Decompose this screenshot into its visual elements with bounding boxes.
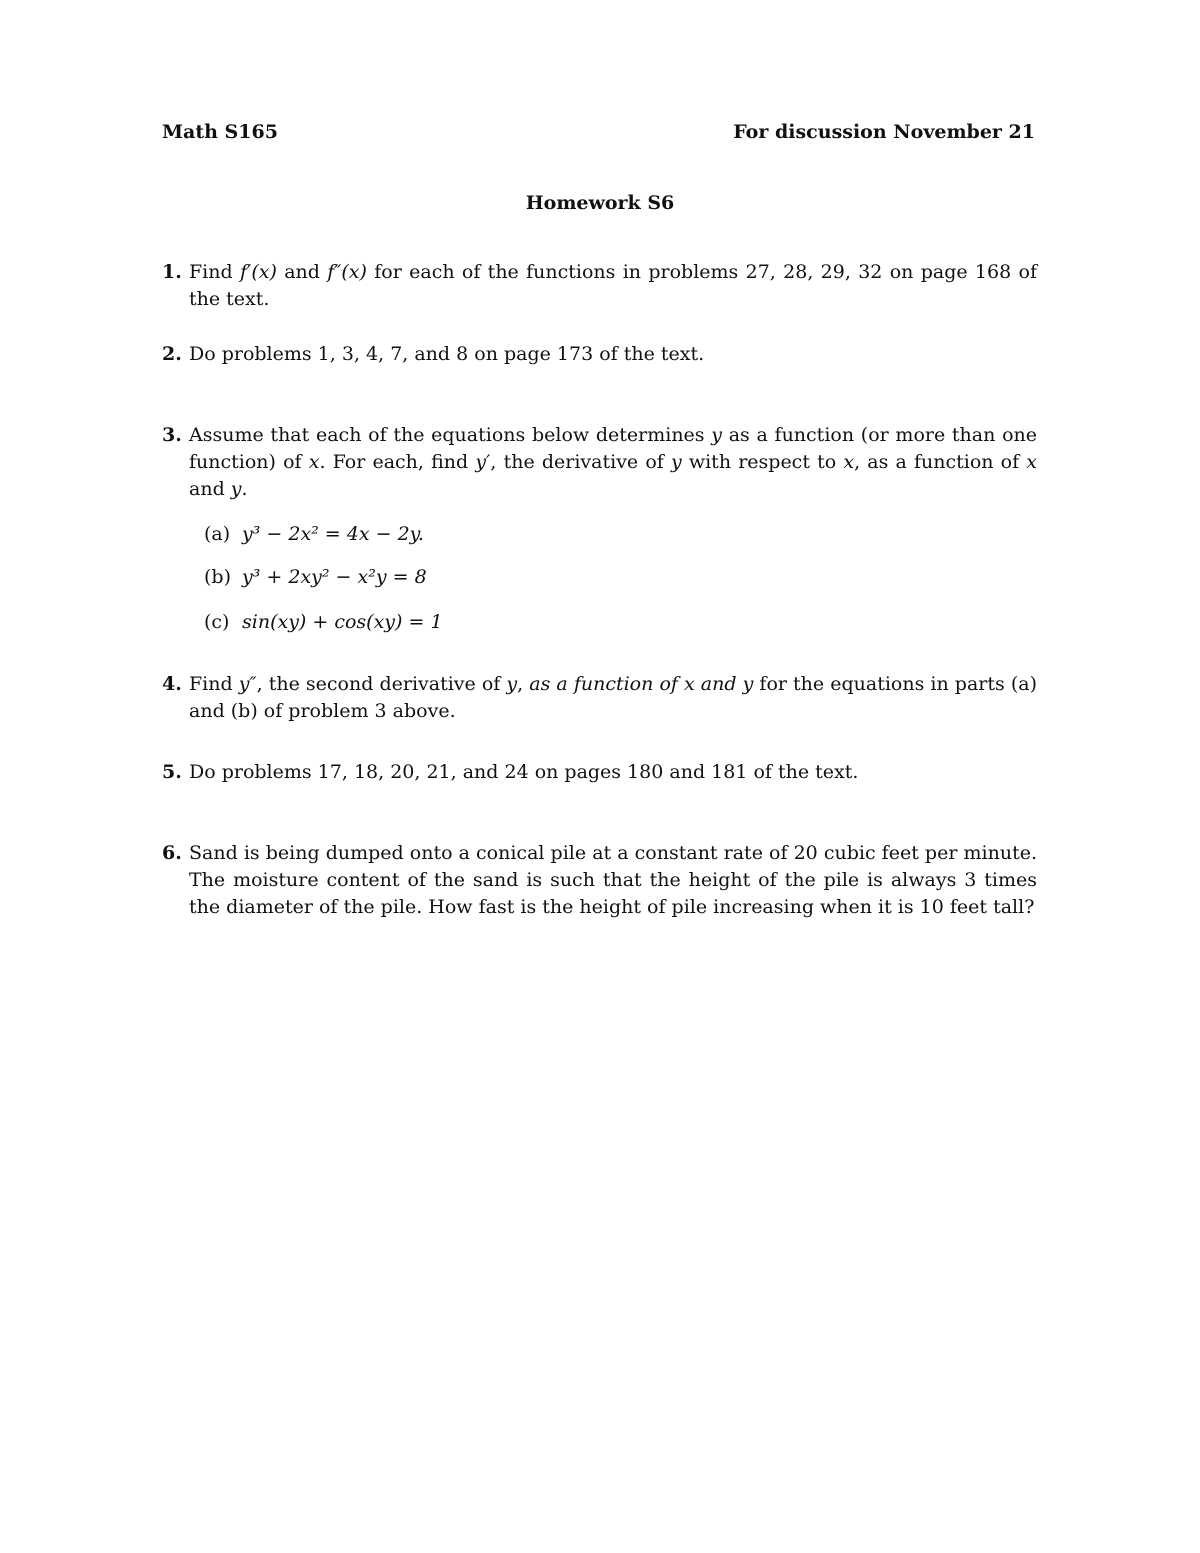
- problem-6: [162, 840, 1037, 921]
- problem-number: 5.: [162, 761, 182, 783]
- problem-4: [162, 671, 1037, 725]
- math-f-prime: f′(x): [239, 261, 277, 283]
- problem-3: [162, 422, 1037, 503]
- problem-text: Assume that each of the equations below determines y as a function (or more than one function) of x. For each, find y′, the derivative of y with respect to x, as a function of x and y.: [189, 424, 1037, 500]
- course-name: Math S165: [162, 121, 278, 143]
- part-label: (c): [204, 611, 230, 633]
- problem-text: Do problems 17, 18, 20, 21, and 24 on pages 180 and 181 of the text.: [189, 761, 859, 783]
- problem-3-part-c: [204, 610, 443, 634]
- page-title: Homework S6: [525, 192, 675, 214]
- equation: y³ + 2xy² − x²y = 8: [242, 566, 427, 588]
- problem-text: Sand is being dumped onto a conical pile at a constant rate of 20 cubic feet per minute. The moisture content of the sand is such that the height of the pile is always 3 times the diameter of the pile. How fast is the height of pile increasing when it is 10 feet tall?: [189, 842, 1037, 918]
- problem-text: Find f′(x) and f″(x) for each of the functions in problems 27, 28, 29, 32 on page 168 of the text.: [189, 261, 1037, 310]
- problem-number: 3.: [162, 424, 182, 446]
- problem-3-part-a: [204, 522, 424, 546]
- part-label: (a): [204, 523, 231, 545]
- problem-3-part-b: [204, 565, 427, 589]
- problem-5: [162, 759, 1037, 786]
- problem-number: 2.: [162, 343, 182, 365]
- emphasis: as a function of x and y: [529, 673, 754, 695]
- math-f-double-prime: f″(x): [327, 261, 367, 283]
- equation: sin(xy) + cos(xy) = 1: [242, 611, 443, 633]
- problem-number: 4.: [162, 673, 182, 695]
- problem-text: Find y″, the second derivative of y, as a function of x and y for the equations in parts (a) and (b) of problem 3 above.: [189, 673, 1037, 722]
- problem-2: [162, 341, 1037, 368]
- part-label: (b): [204, 566, 231, 588]
- problem-text: Do problems 1, 3, 4, 7, and 8 on page 173 of the text.: [189, 343, 705, 365]
- equation: y³ − 2x² = 4x − 2y.: [242, 523, 424, 545]
- problem-number: 1.: [162, 261, 182, 283]
- discussion-date: For discussion November 21: [733, 121, 1035, 143]
- problem-1: [162, 259, 1037, 313]
- problem-number: 6.: [162, 842, 182, 864]
